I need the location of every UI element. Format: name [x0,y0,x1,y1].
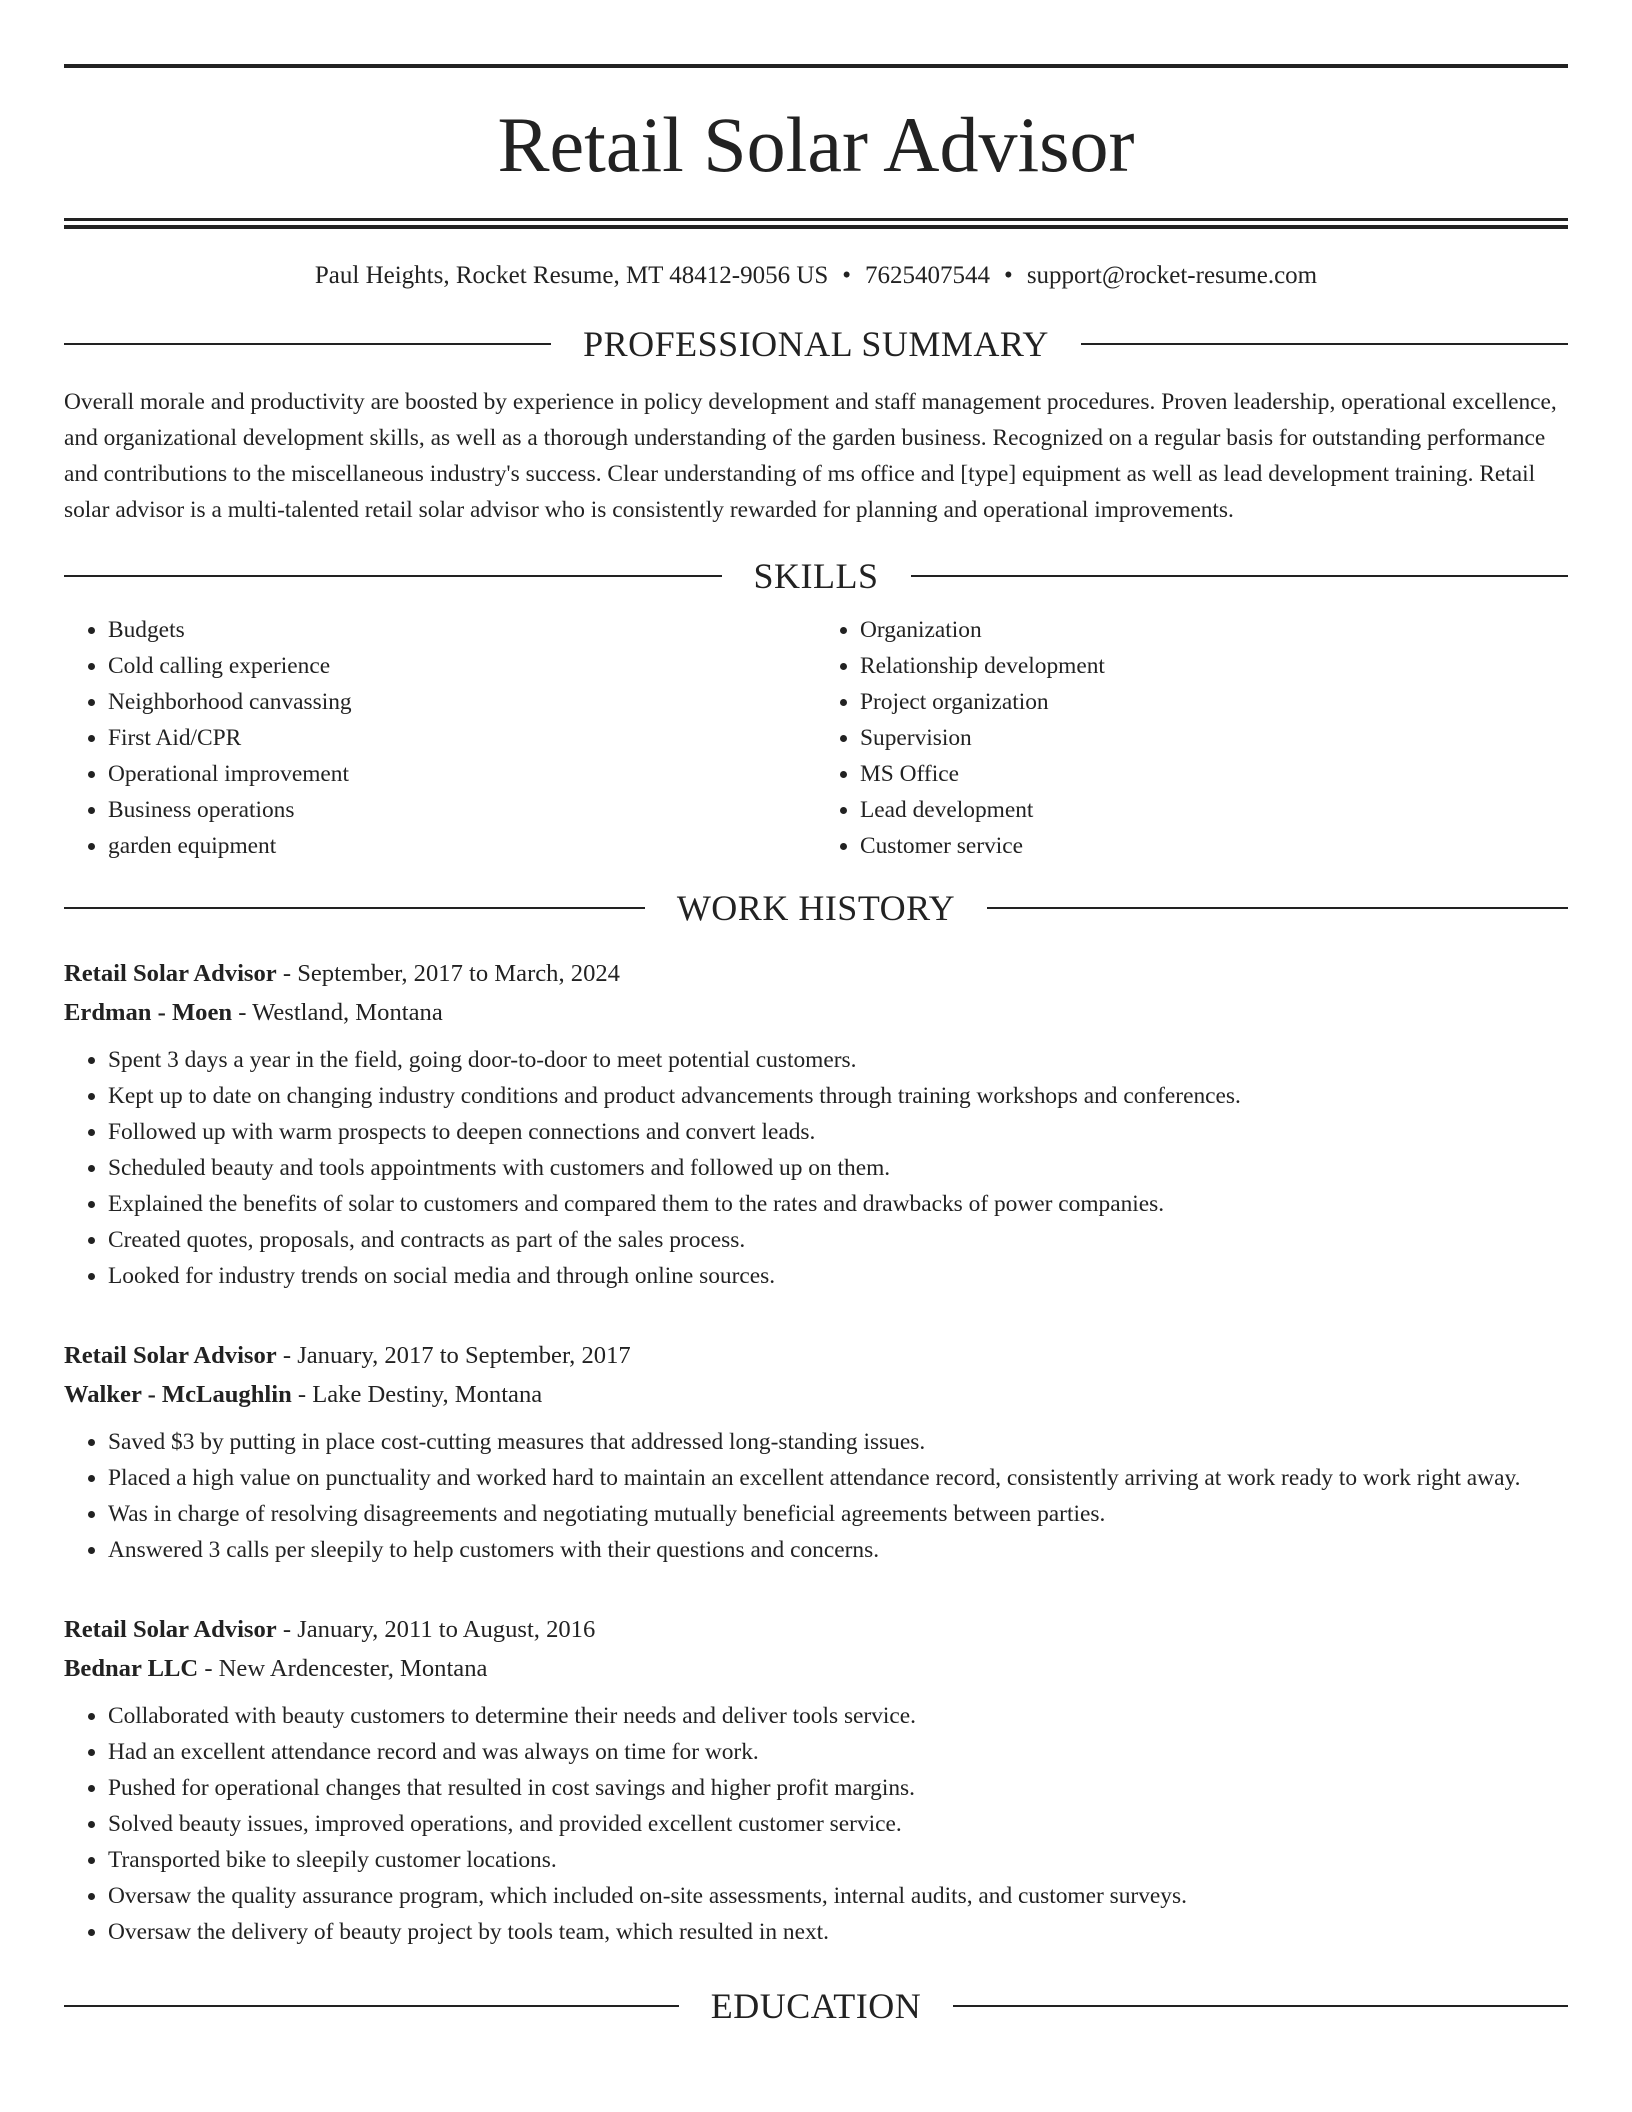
header-double-rule [64,218,1568,229]
resume-name: Retail Solar Advisor [497,101,1135,188]
job-entry [64,1336,1568,1568]
section-title: PROFESSIONAL SUMMARY [583,324,1049,364]
job-dates: - September, 2017 to March, 2024 [276,960,620,987]
job-bullets [64,1042,1568,1294]
job-location: - Westland, Montana [232,999,443,1026]
job-entry [64,954,1568,1294]
skill-item: • Cold calling experience [108,648,816,684]
job-title: Retail Solar Advisor [64,960,277,987]
job-dates: - January, 2017 to September, 2017 [276,1342,631,1369]
job-company: Erdman - Moen [64,999,233,1026]
section-rule [64,2005,679,2007]
contact-email: support@rocket-resume.com [1026,262,1318,289]
section-rule [987,907,1568,909]
job-dates: - January, 2011 to August, 2016 [276,1616,596,1643]
skill-item: • Operational improvement [108,756,816,792]
contact-separator: • [1004,262,1013,289]
contact-separator: • [842,262,852,289]
skill-item: • Supervision [860,720,1568,756]
contact-line [64,263,1568,288]
job-title: Retail Solar Advisor [64,1616,277,1643]
job-title-line [64,1610,1568,1649]
job-bullet: • Saved $3 by putting in place cost-cutting measures that addressed long-standing issues. [108,1424,1568,1460]
job-company-line [64,1649,1568,1688]
job-bullet: • Created quotes, proposals, and contracts as part of the sales process. [108,1222,1568,1258]
job-bullet: • Transported bike to sleepily customer locations. [108,1842,1568,1878]
skill-item: • Project organization [860,684,1568,720]
job-bullet: • Spent 3 days a year in the field, going door-to-door to meet potential customers. [108,1042,1568,1078]
skill-item: • Lead development [860,792,1568,828]
job-bullet: • Followed up with warm prospects to deepen connections and convert leads. [108,1114,1568,1150]
section-title: EDUCATION [710,1986,922,2026]
contact-phone: 7625407544 [865,262,991,289]
job-bullet: • Kept up to date on changing industry conditions and product advancements through training workshops and conferences. [108,1078,1568,1114]
job-bullet: • Scheduled beauty and tools appointments with customers and followed up on them. [108,1150,1568,1186]
job-company-line [64,1375,1568,1414]
skill-item: • First Aid/CPR [108,720,816,756]
job-bullet: • Had an excellent attendance record and was always on time for work. [108,1734,1568,1770]
skills-column-left [64,612,816,864]
section-rule [911,575,1569,577]
job-bullet: • Solved beauty issues, improved operations, and provided excellent customer service. [108,1806,1568,1842]
skill-item: • Business operations [108,792,816,828]
top-rule [64,64,1568,68]
job-company: Bednar LLC [64,1655,199,1682]
job-title: Retail Solar Advisor [64,1342,277,1369]
job-title-line [64,1336,1568,1375]
skill-item: • garden equipment [108,828,816,864]
skill-item: • Organization [860,612,1568,648]
section-rule [953,2005,1568,2007]
job-company: Walker - McLaughlin [64,1381,292,1408]
job-bullet: • Was in charge of resolving disagreements and negotiating mutually beneficial agreements between parties. [108,1496,1568,1532]
job-title-line [64,954,1568,993]
job-bullet: • Collaborated with beauty customers to determine their needs and deliver tools service. [108,1698,1568,1734]
skill-item: • MS Office [860,756,1568,792]
skill-item: • Budgets [108,612,816,648]
job-bullet: • Pushed for operational changes that resulted in cost savings and higher profit margins. [108,1770,1568,1806]
section-rule [64,907,645,909]
summary-text: Overall morale and productivity are boosted by experience in policy development and staff management procedures. Proven leadership, operational excellence, and organizational development skills, as well as a thorough understanding of the garden business. Recognized on a regular basis for outstanding performance and contributions to the miscellaneous industry's success. Clear understanding of ms office and [type] equipment as well as lead development training. Retail solar advisor is a multi-talented retail solar advisor who is consistently rewarded for planning and operational improvements. [64,389,1557,523]
section-header-work-history [64,890,1568,926]
section-header-skills [64,558,1568,594]
section-rule [64,343,551,345]
skills-list [64,612,1568,864]
skill-item: • Relationship development [860,648,1568,684]
job-bullet: • Answered 3 calls per sleepily to help customers with their questions and concerns. [108,1532,1568,1568]
job-entry [64,1610,1568,1950]
section-title: WORK HISTORY [676,888,956,928]
job-bullet: • Placed a high value on punctuality and worked hard to maintain an excellent attendance record, consistently arriving at work ready to work right away. [108,1460,1568,1496]
section-rule [1081,343,1568,345]
job-bullet: • Oversaw the delivery of beauty project by tools team, which resulted in next. [108,1914,1568,1950]
job-company-line [64,993,1568,1032]
job-bullet: • Explained the benefits of solar to customers and compared them to the rates and drawbacks of power companies. [108,1186,1568,1222]
contact-address: Paul Heights, Rocket Resume, MT 48412-9056 US [314,262,829,289]
job-bullets [64,1424,1568,1568]
section-header-education [64,1988,1568,2024]
job-bullet: • Looked for industry trends on social media and through online sources. [108,1258,1568,1294]
section-title: SKILLS [753,556,879,596]
section-header-summary [64,326,1568,362]
skill-item: • Customer service [860,828,1568,864]
skills-column-right [816,612,1568,864]
job-bullet: • Oversaw the quality assurance program, which included on-site assessments, internal audits, and customer surveys. [108,1878,1568,1914]
job-bullets [64,1698,1568,1950]
job-location: - Lake Destiny, Montana [291,1381,543,1408]
skill-item: • Neighborhood canvassing [108,684,816,720]
job-location: - New Ardencester, Montana [198,1655,488,1682]
section-rule [64,575,722,577]
